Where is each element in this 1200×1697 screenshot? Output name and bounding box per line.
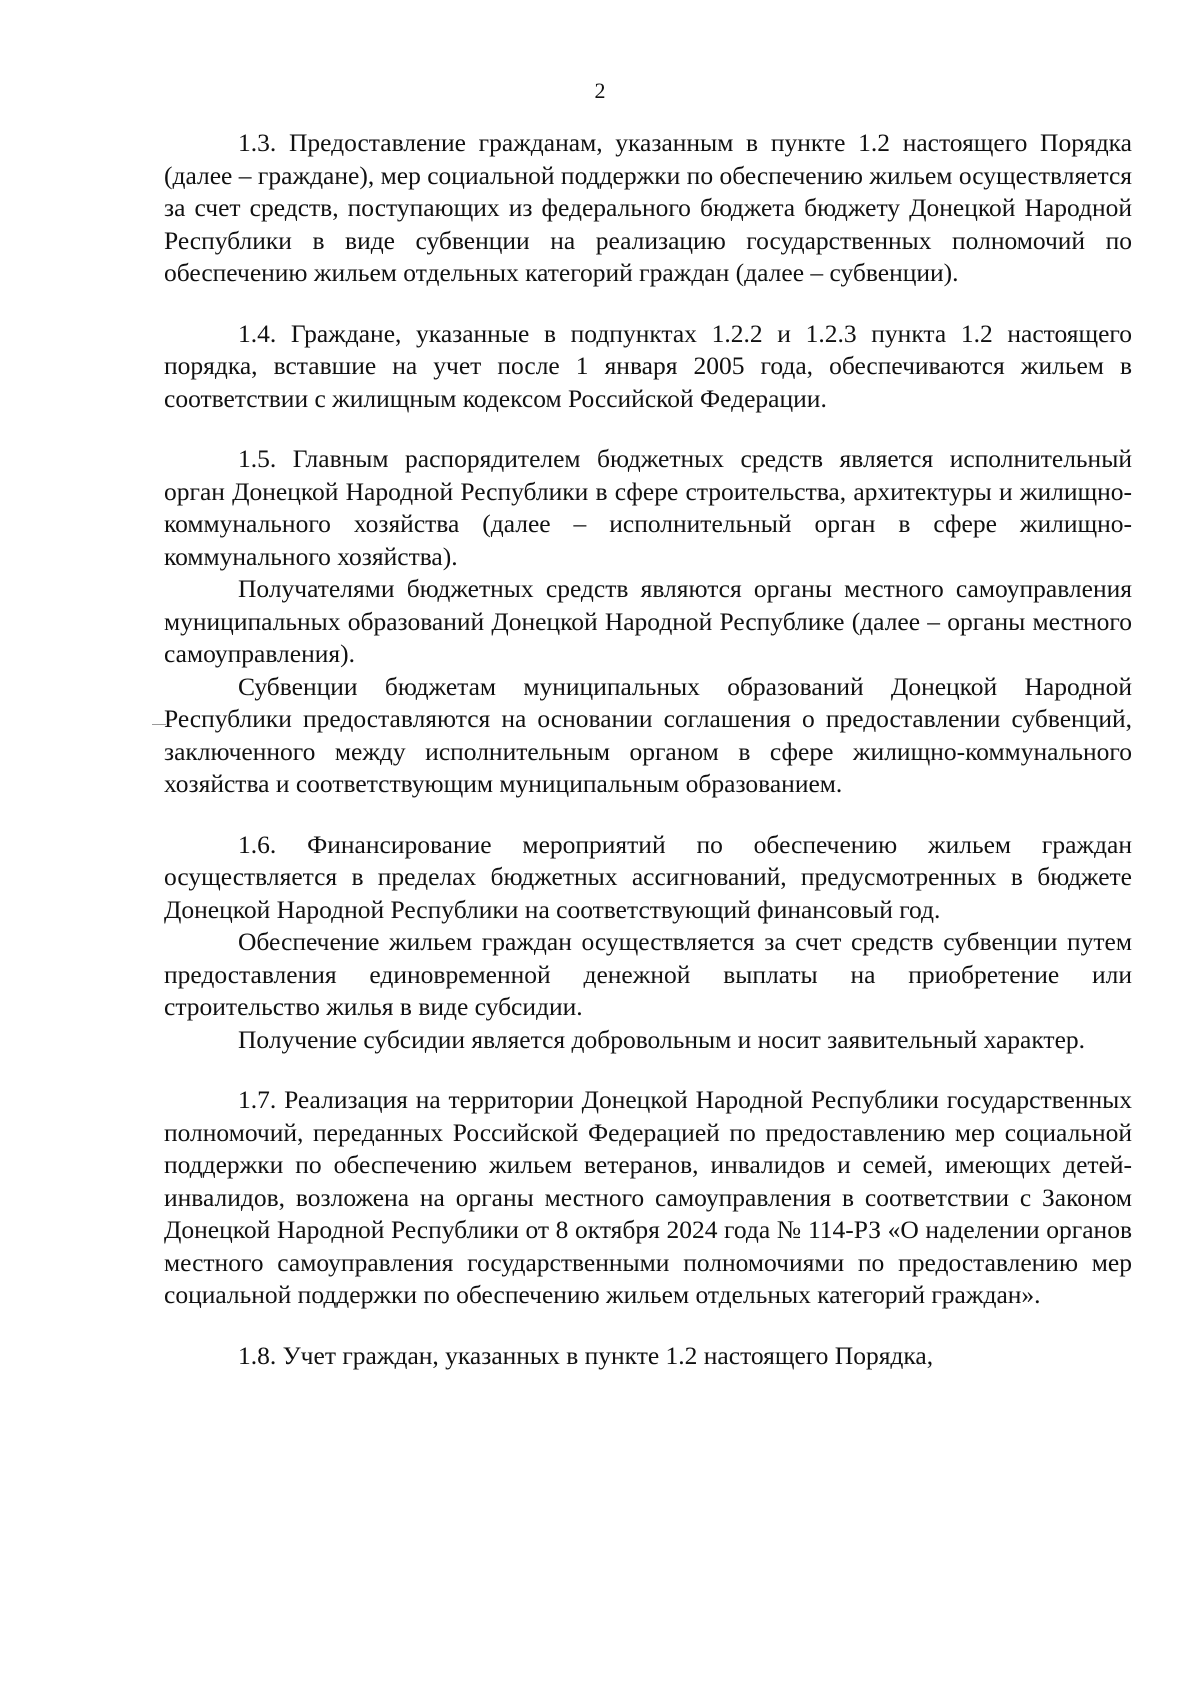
paragraph-1-6: 1.6. Финансирование мероприятий по обеспечению жильем граждан осуществляется в пределах бюджетных ассигнований, предусмотренных в бюджете Донецкой Народной Республики на соответствующий финансовый год. <box>164 829 1132 924</box>
page-number: 2 <box>594 78 606 103</box>
paragraph-1-5-recipients: Получателями бюджетных средств являются органы местного самоуправления муниципальных образований Донецкой Народной Республике (далее – органы местного самоуправления). <box>164 574 1132 668</box>
paragraph-1-6-voluntary: Получение субсидии является добровольным и носит заявительный характер. <box>238 1024 1086 1054</box>
section-1-8 <box>164 1340 1132 1373</box>
paragraph-1-6-provision: Обеспечение жильем граждан осуществляется за счет средств субвенции путем предоставления единовременной денежной выплаты на приобретение или строительство жилья в виде субсидии. <box>164 927 1132 1021</box>
section-1-7 <box>164 1084 1132 1312</box>
paragraph-1-3: 1.3. Предоставление гражданам, указанным в пункте 1.2 настоящего Порядка (далее – граждане), мер социальной поддержки по обеспечению жильем осуществляется за счет средств, поступающих из федерального бюджета бюджету Донецкой Народной Республики в виде субвенции на реализацию государственных полномочий по обеспечению жильем отдельных категорий граждан (далее – субвенции). <box>164 128 1132 287</box>
paragraph-1-7: 1.7. Реализация на территории Донецкой Народной Республики государственных полномочий, переданных Российской Федерацией по предоставлению мер социальной поддержки по обеспечению жильем ветеранов, инвалидов и семей, имеющих детей-инвалидов, возложена на органы местного самоуправления в соответствии с Законом Донецкой Народной Республики от 8 октября 2024 года № 114-РЗ «О наделении органов местного самоуправления государственными полномочиями по предоставлению мер социальной поддержки по обеспечению жильем отдельных категорий граждан». <box>164 1085 1132 1309</box>
paragraph-1-5: 1.5. Главным распорядителем бюджетных средств является исполнительный орган Донецкой Народной Республики в сфере строительства, архитектуры и жилищно-коммунального хозяйства (далее – исполнительный орган в сфере жилищно-коммунального хозяйства). <box>164 444 1132 571</box>
paragraph-1-8: 1.8. Учет граждан, указанных в пункте 1.2 настоящего Порядка, <box>238 1340 934 1370</box>
section-1-5 <box>164 443 1132 801</box>
section-1-6 <box>164 829 1132 1057</box>
paragraph-1-5-subventions: Субвенции бюджетам муниципальных образований Донецкой Народной Республики предоставляются на основании соглашения о предоставлении субвенций, заключенного между исполнительным органом в сфере жилищно-коммунального хозяйства и соответствующим муниципальным образованием. <box>164 671 1132 798</box>
document-body <box>164 127 1132 1372</box>
paragraph-1-4: 1.4. Граждане, указанные в подпунктах 1.2.2 и 1.2.3 пункта 1.2 настоящего порядка, вставшие на учет после 1 января 2005 года, обеспечиваются жильем в соответствии с жилищным кодексом Российской Федерации. <box>164 318 1132 413</box>
section-1-4 <box>164 318 1132 416</box>
section-1-3 <box>164 127 1132 290</box>
